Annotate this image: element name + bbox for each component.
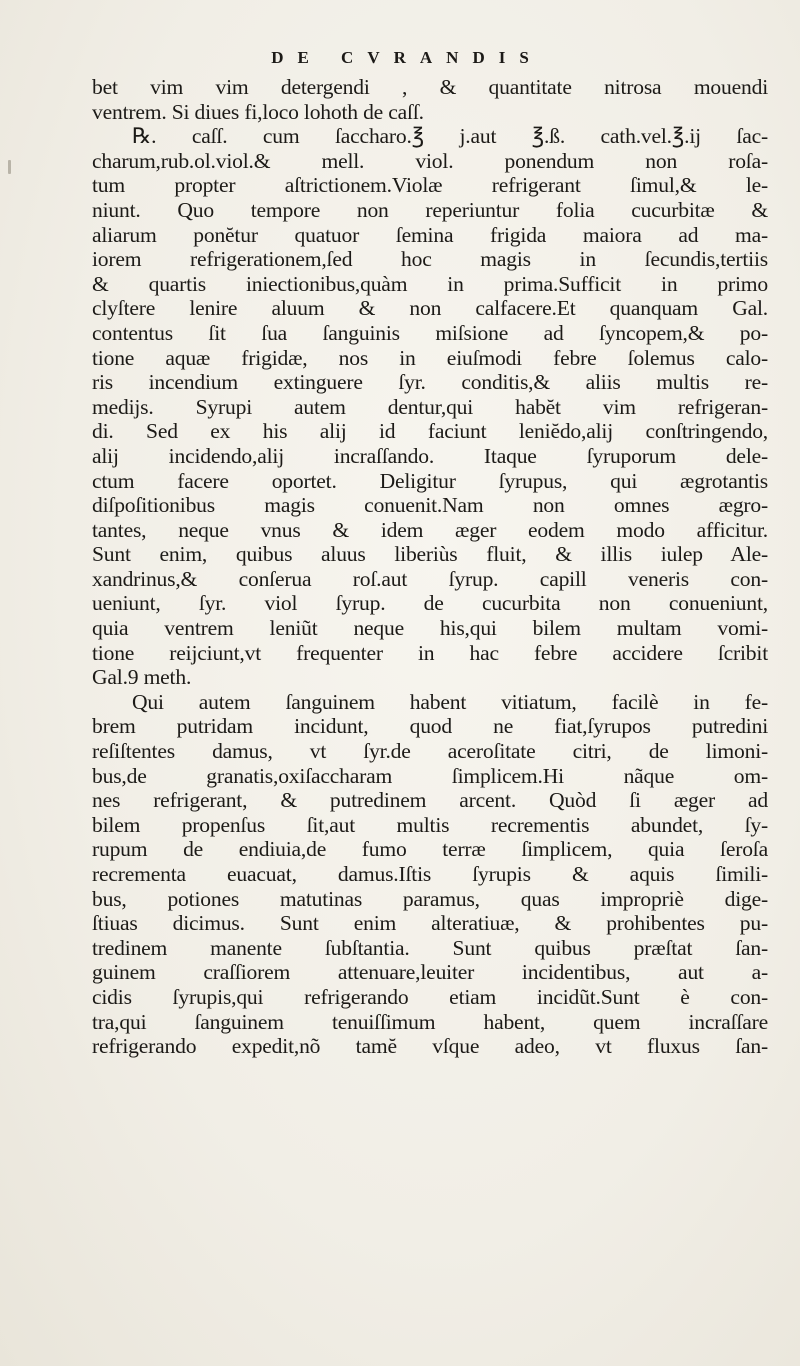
text-line: tione aquæ frigidæ, nos in eiuſmodi febre ſolemus calo- [92, 345, 768, 370]
text-line: guinem craſſiorem attenuare,leuiter incidentibus, aut a- [92, 960, 768, 985]
text-line: iorem refrigerationem,ſed hoc magis in ſecundis,tertiis [92, 247, 768, 272]
text-line: niunt. Quo tempore non reperiuntur folia cucurbitæ & [92, 197, 768, 222]
text-block [92, 75, 768, 1059]
text-line: contentus ſit ſua ſanguinis miſsione ad ſyncopem,& po- [92, 320, 768, 345]
text-line: Sunt enim, quibus aluus liberiùs fluit, & illis iulep Ale- [92, 542, 768, 567]
text-line: Gal.9 meth. [92, 665, 192, 690]
margin-stain [8, 160, 11, 174]
text-line: bilem propenſus ſit,aut multis recrementis abundet, ſy- [92, 812, 768, 837]
text-line: tredinem manente ſubſtantia. Sunt quibus præſtat ſan- [92, 935, 768, 960]
text-line: bus,de granatis,oxiſaccharam ſimplicem.Hi nãque om- [92, 763, 768, 788]
text-line: tantes, neque vnus & idem æger eodem modo afficitur. [92, 517, 768, 542]
text-line: alij incidendo,alij incraſſando. Itaque ſyruporum dele- [92, 443, 768, 468]
text-line: nes refrigerant, & putredinem arcent. Quòd ſi æger ad [92, 788, 768, 813]
text-line: charum,rub.ol.viol.& mell. viol. ponendum non roſa- [92, 148, 768, 173]
text-line: ℞. caſſ. cum ſaccharo.℥ j.aut ℥.ß. cath.vel.℥.ij ſac- [132, 124, 768, 149]
text-line: bus, potiones matutinas paramus, quas impropriè dige- [92, 886, 768, 911]
text-line: tra,qui ſanguinem tenuiſſimum habent, quem incraſſare [92, 1009, 768, 1034]
text-line: xandrinus,& conſerua roſ.aut ſyrup. capill veneris con- [92, 566, 768, 591]
text-line: recrementa euacuat, damus.Iſtis ſyrupis & aquis ſimili- [92, 862, 768, 886]
text-line: ventrem. Si diues fi,loco lohoth de caſſ. [92, 99, 424, 124]
text-line: clyſtere lenire aluum & non calfacere.Et quanquam Gal. [92, 296, 768, 321]
text-line: reſiſtentes damus, vt ſyr.de aceroſitate citri, de limoni- [92, 739, 768, 764]
text-line: bet vim vim detergendi , & quantitate nitrosa mouendi [92, 75, 768, 99]
text-line: diſpoſitionibus magis conuenit.Nam non omnes ægro- [92, 493, 768, 518]
text-line: refrigerando expedit,nõ tamĕ vſque adeo, vt fluxus ſan- [92, 1034, 768, 1059]
text-line: di. Sed ex his alij id faciunt leniĕdo,alij conſtringendo, [92, 419, 768, 444]
text-line: quia ventrem leniũt neque his,qui bilem multam vomi- [92, 616, 768, 641]
text-line: ueniunt, ſyr. viol ſyrup. de cucurbita non conueniunt, [92, 591, 768, 616]
text-line: brem putridam incidunt, quod ne fiat,ſyrupos putredini [92, 714, 768, 739]
text-line: Qui autem ſanguinem habent vitiatum, facilè in fe- [132, 689, 768, 714]
running-head: DE CVRANDIS [271, 48, 543, 67]
text-line: ſtiuas dicimus. Sunt enim alteratiuæ, & prohibentes pu- [92, 911, 768, 936]
text-line: ctum facere oportet. Deligitur ſyrupus, qui ægrotantis [92, 468, 768, 493]
text-line: rupum de endiuia,de fumo terræ ſimplicem, quia ſeroſa [92, 837, 768, 862]
text-line: tione reijciunt,vt frequenter in hac febre accidere ſcribit [92, 640, 768, 665]
text-line: ris incendium extinguere ſyr. conditis,& aliis multis re- [92, 370, 768, 395]
text-line: cidis ſyrupis,qui refrigerando etiam incidũt.Sunt è con- [92, 984, 768, 1009]
text-line: tum propter aſtrictionem.Violæ refrigerant ſimul,& le- [92, 173, 768, 198]
text-line: medijs. Syrupi autem dentur,qui habĕt vim refrigeran- [92, 394, 768, 419]
text-line: & quartis iniectionibus,quàm in prima.Sufficit in primo [92, 271, 768, 296]
text-line: aliarum ponĕtur quatuor ſemina frigida maiora ad ma- [92, 222, 768, 247]
